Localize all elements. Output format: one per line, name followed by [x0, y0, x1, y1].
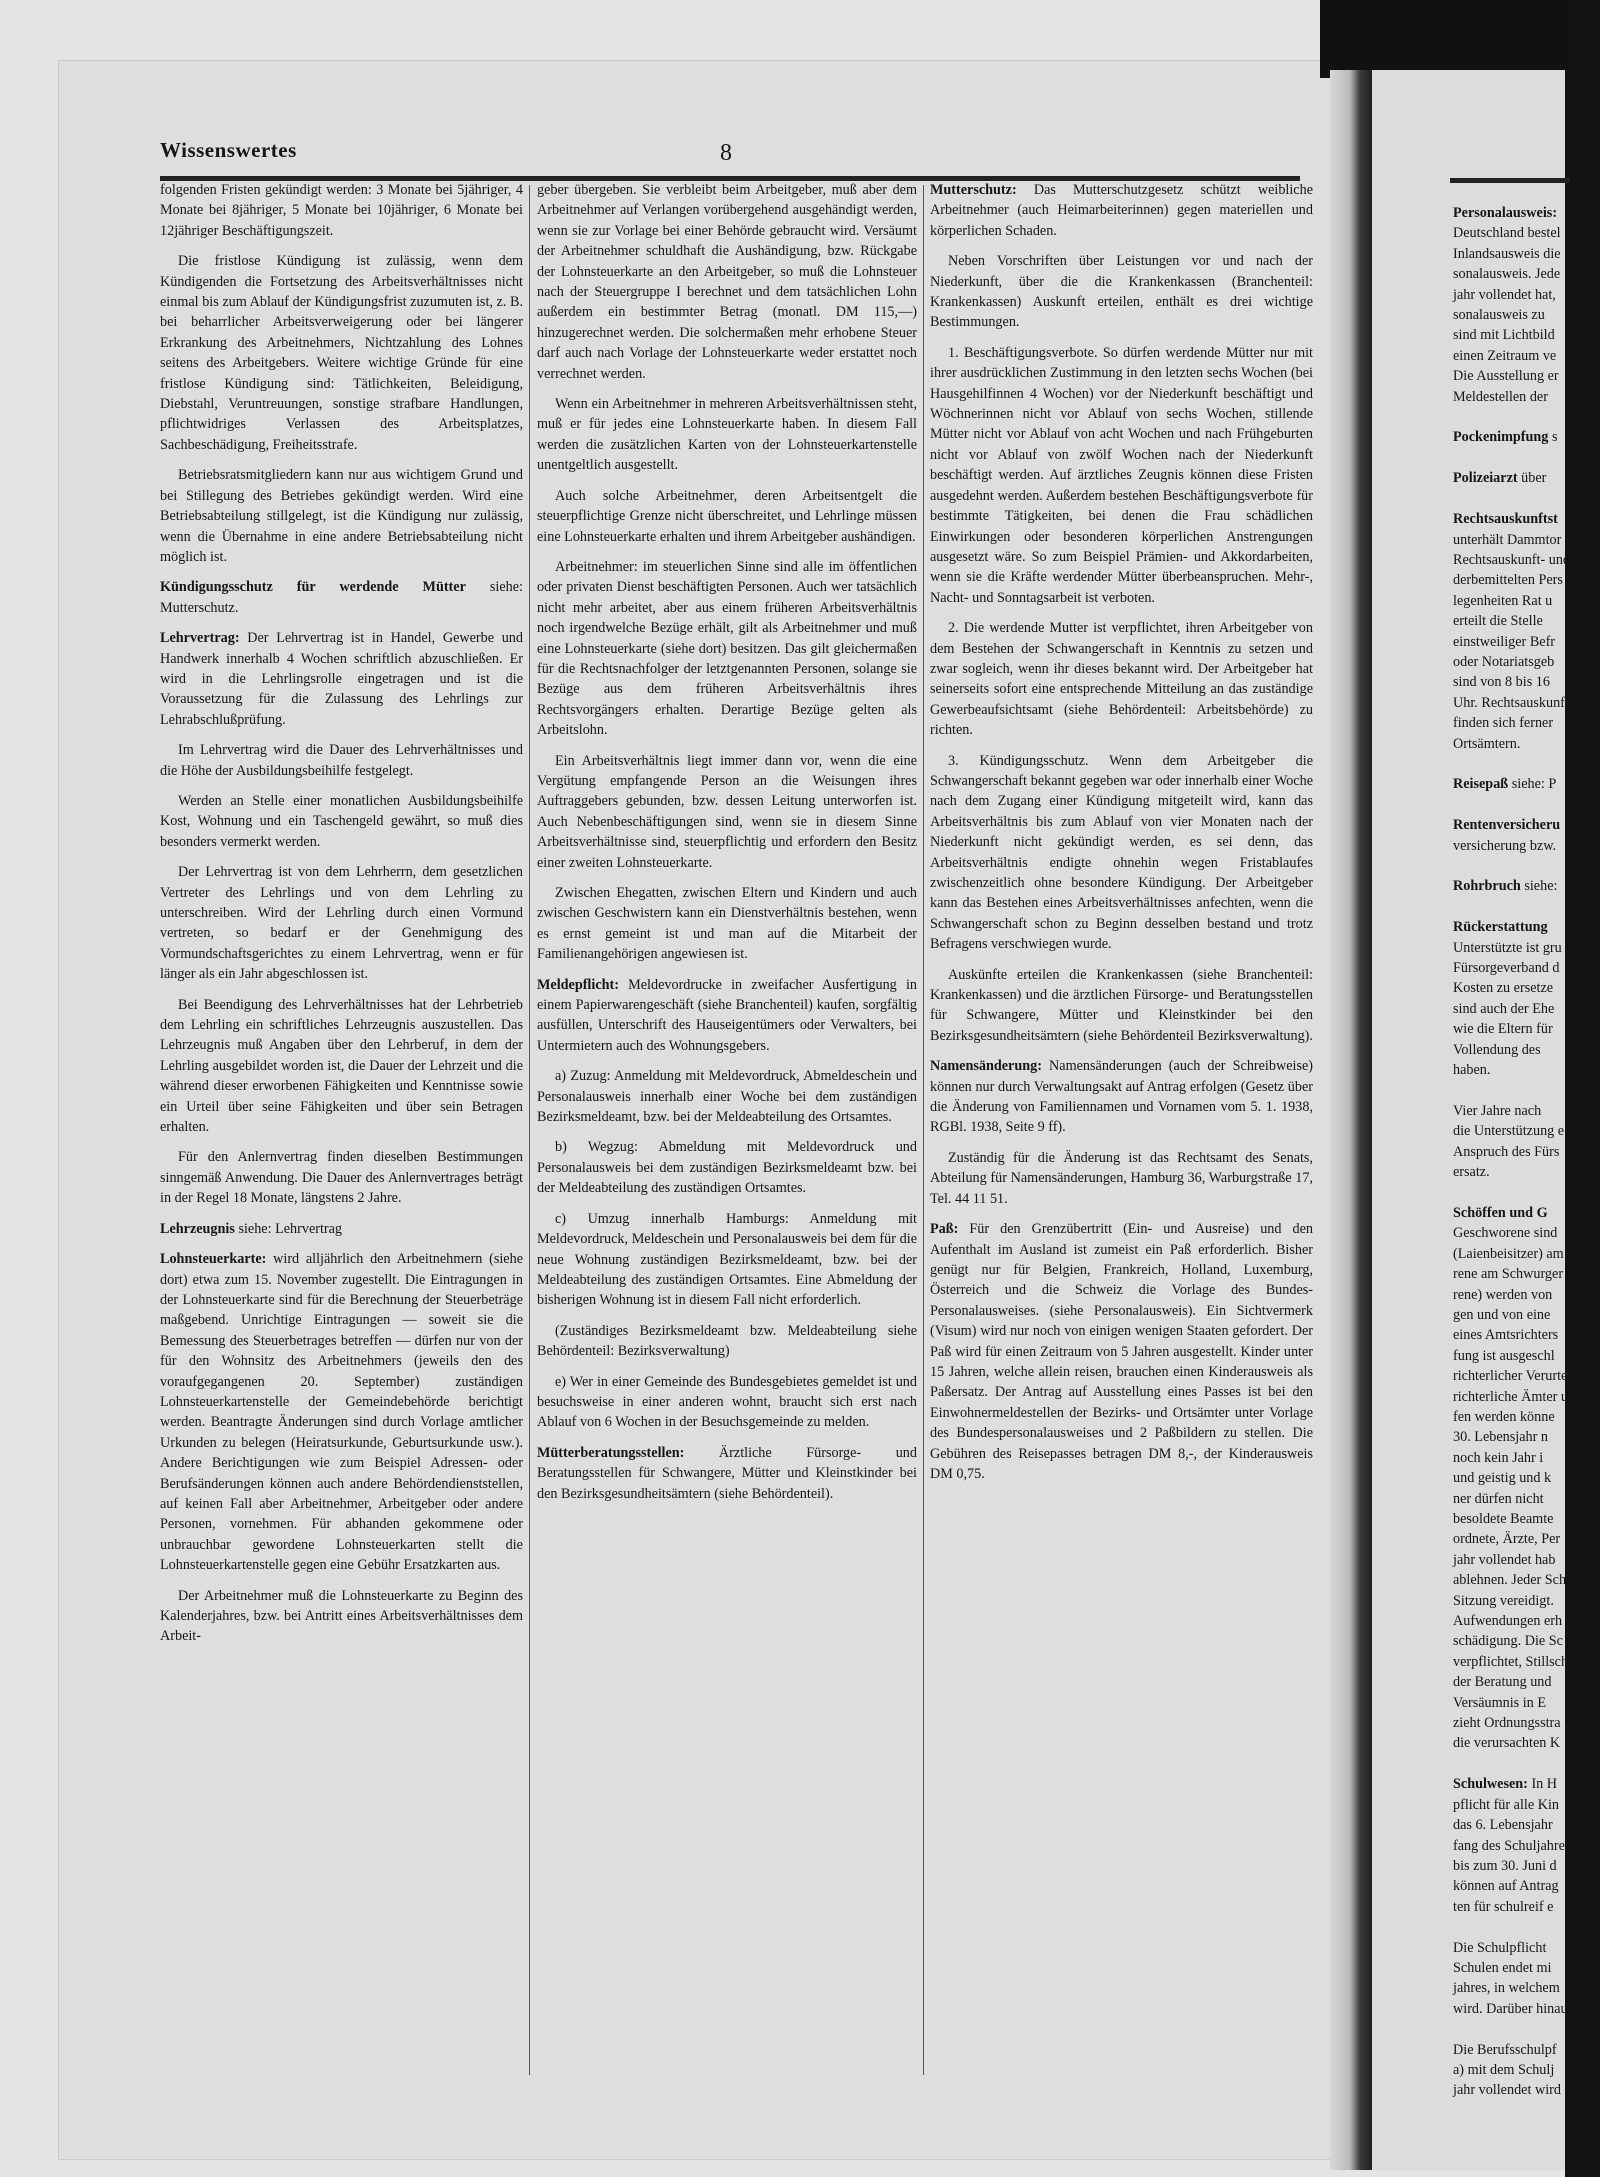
paragraph: [1453, 1733, 1600, 1753]
paragraph: [1453, 387, 1600, 407]
paragraph: [1453, 1285, 1600, 1305]
paragraph-text: Der Arbeitnehmer muß die Lohnsteuerkarte zu Beginn des Kalenderjahres, bzw. bei Antritt eines Arbeitsverhältnisses dem Arbeit-: [160, 1587, 523, 1645]
keyword: Pockenimpfung: [1453, 429, 1549, 446]
paragraph: [1453, 570, 1600, 590]
paragraph: [1453, 591, 1600, 611]
paragraph-text: Unterstützte ist gru: [1453, 939, 1562, 956]
paragraph-text: Die fristlose Kündigung ist zulässig, wenn dem Kündigenden die Fortsetzung des Arbeitsverhältnisses nicht einmal bis zum Ablauf der Kündigungsfrist zuzumuten ist, z. B. bei beharrlicher Arbeitsverweigerung oder bei längerer Erkrankung des Arbeitnehmers, Nichtzahlung des Lohnes seitens des Arbeitgebers. Weitere wichtige Gründe für eine fristlose Kündigung sind: Tätlichkeiten, Beleidigung, Diebstahl, Veruntreuungen, sonstige strafbare Handlungen, pflichtwidriges Verlassen des Arbeitsplatzes, Sachbeschädigung, Freiheitsstrafe.: [160, 253, 523, 453]
text-column-4: [1453, 203, 1600, 2101]
paragraph: [1453, 203, 1600, 223]
paragraph: [1453, 795, 1600, 815]
paragraph: [1453, 1529, 1600, 1549]
paragraph-text: Die Ausstellung er: [1453, 368, 1559, 385]
paragraph: [160, 995, 523, 1138]
paragraph: [160, 740, 523, 781]
paragraph: [160, 628, 523, 730]
paragraph-text: fang des Schuljahre: [1453, 1837, 1565, 1854]
paragraph-text: und geistig und k: [1453, 1470, 1552, 1487]
paragraph: [1453, 774, 1600, 794]
paragraph-text: versicherung bzw.: [1453, 837, 1557, 854]
text-column-1: [160, 180, 523, 1657]
paragraph-text: zieht Ordnungsstra: [1453, 1715, 1561, 1732]
paragraph: [537, 1137, 917, 1198]
paragraph: [537, 557, 917, 741]
paragraph-text: ordnete, Ärzte, Per: [1453, 1531, 1561, 1548]
paragraph: [1453, 489, 1600, 509]
paragraph-text: a) Zuzug: Anmeldung mit Meldevordruck, Abmeldeschein und Personalausweis innerhalb einer Woche bei dem zuständigen Bezirksmeldeamt, bzw. bei der Meldeabteilung des Ortsamtes.: [537, 1068, 917, 1126]
paragraph-text: Aufwendungen erh: [1453, 1613, 1563, 1630]
paragraph: [1453, 978, 1600, 998]
paragraph-text: jahr vollendet hat,: [1453, 286, 1556, 303]
paragraph-text: noch kein Jahr i: [1453, 1449, 1544, 1466]
paragraph-text: einstweiliger Befr: [1453, 633, 1556, 650]
paragraph: [1453, 876, 1600, 896]
paragraph-text: [1453, 1919, 1457, 1935]
paragraph-text: Anspruch des Fürs: [1453, 1143, 1560, 1160]
paragraph-text: finden sich ferner: [1453, 715, 1554, 732]
paragraph-text: Namensänderungen (auch der Schreibweise) können nur durch Verwaltungsakt auf Antrag erfolgen (Gesetz über die Änderung von Familiennamen und Vornamen vom 5. 1. 1938, RGBl. 1938, Seite 9 ff).: [930, 1058, 1313, 1136]
keyword: Rückerstattung: [1453, 919, 1548, 936]
paragraph: [1453, 632, 1600, 652]
paragraph: [1453, 1407, 1600, 1427]
paragraph-text: einen Zeitraum ve: [1453, 347, 1557, 364]
paragraph: [537, 1443, 917, 1504]
paragraph: [1453, 550, 1600, 570]
paragraph: [1453, 897, 1600, 917]
paragraph-text: [1453, 756, 1457, 772]
paragraph-text: verpflichtet, Stillsch: [1453, 1653, 1569, 1670]
paragraph: [1453, 1611, 1600, 1631]
paragraph-text: jahres, in welchem: [1453, 1980, 1560, 1997]
paragraph: [1453, 611, 1600, 631]
paragraph: [1453, 2019, 1600, 2039]
paragraph: [1453, 325, 1600, 345]
paragraph-text: [1453, 2021, 1457, 2037]
paragraph-text: [1453, 1185, 1457, 1201]
paragraph-text: Meldevordrucke in zweifacher Ausfertigung in einem Papierwarengeschäft (siehe Branchenteil) kaufen, sorgfältig ausfüllen, Unterschrift des Hauseigentümers oder Verwalters, bei Untermietern auch des Wohnungsgebers.: [537, 976, 917, 1054]
paragraph: [537, 486, 917, 547]
paragraph: [160, 180, 523, 241]
paragraph: [1453, 1774, 1600, 1794]
paragraph: [537, 180, 917, 384]
paragraph: [930, 751, 1313, 955]
column-divider: [923, 185, 924, 2075]
paragraph-text: wird alljährlich den Arbeitnehmern (siehe dort) etwa zum 15. November zugestellt. Die Eintragungen in der Lohnsteuerkarte sind für die Berechnung der Steuerbeträge maßgebend. Unrichtige Eintragungen — soweit sie die Bemessung des Steuerbetrages betreffen — dürfen nur von der für den Wohnsitz des Arbeitnehmers (jeweils den des voraufgegangenen 20. September) zuständigen Lohnsteuerkartenstelle der Gemeindebehörde berichtigt werden. Beantragte Änderungen sind durch Vorlage amtlicher Urkunden zu belegen (Heiratsurkunde, Geburtsurkunde usw.). Andere Berichtigungen wie zum Beispiel Adressen- oder Berufsänderungen können auch andere Behördendienststellen, auf keinen Fall aber Arbeitnehmer, Arbeitgeber oder andere Personen, vornehmen. Für abhanden gekommene oder unbrauchbar gewordene Lohnsteuerkarten stellt die Lohnsteuerkartenstelle gegen eine Gebühr Ersatzkarten aus.: [160, 1251, 523, 1574]
paragraph: [1453, 1468, 1600, 1488]
paragraph: [160, 791, 523, 852]
paragraph-text: derbemittelten Pers: [1453, 572, 1563, 589]
paragraph: [1453, 1019, 1600, 1039]
paragraph-text: Zwischen Ehegatten, zwischen Eltern und Kindern und auch zwischen Geschwistern kann ein Dienstverhältnis bestehen, wenn es ernst gemeint ist und man auf die Mitarbeit der Familienangehörigen angewiesen ist.: [537, 885, 917, 963]
paragraph-text: ten für schulreif e: [1453, 1898, 1554, 1915]
paragraph-text: ersatz.: [1453, 1164, 1490, 1181]
paragraph-text: oder Notariatsgeb: [1453, 653, 1555, 670]
paragraph-text: folgenden Fristen gekündigt werden: 3 Monate bei 5jähriger, 4 Monate bei 8jähriger, 5 Monate bei 10jähriger, 6 Monate bei 12jähriger Beschäftigungszeit.: [160, 182, 523, 239]
text-column-3: [930, 180, 1313, 1494]
paragraph: [1453, 1652, 1600, 1672]
paragraph-text: fung ist ausgeschl: [1453, 1347, 1555, 1364]
paragraph: [1453, 1244, 1600, 1264]
paragraph: [1453, 836, 1600, 856]
paragraph-text: siehe:: [1520, 878, 1558, 895]
paragraph: [537, 975, 917, 1057]
keyword: Meldepflicht:: [537, 976, 619, 993]
paragraph: [1453, 1346, 1600, 1366]
paragraph-text: Der Lehrvertrag ist von dem Lehrherrn, dem gesetzlichen Vertreter des Lehrlings und von dem Lehrling zu unterschreiben. Wird der Lehrling durch einen Vormund vertreten, so bedarf er der Genehmigung des Vormundschaftsgerichtes zu einem Lehrvertrag, wenn er für länger als ein Jahr abgeschlossen ist.: [160, 864, 523, 983]
paragraph-text: Sitzung vereidigt.: [1453, 1592, 1554, 1609]
paragraph-text: Inlandsausweis die: [1453, 245, 1561, 262]
keyword: Personalausweis:: [1453, 205, 1558, 221]
page-number: 8: [720, 140, 732, 166]
paragraph-text: [1453, 797, 1457, 813]
paragraph-text: über: [1517, 470, 1547, 487]
paragraph-text: [1453, 450, 1457, 466]
paragraph: [1453, 1509, 1600, 1529]
paragraph-text: Zuständig für die Änderung ist das Rechtsamt des Senats, Abteilung für Namensänderungen, Hamburg 36, Warburgstraße 17, Tel. 44 11 51.: [930, 1149, 1313, 1207]
paragraph: [1453, 1121, 1600, 1141]
paragraph-text: Vier Jahre nach: [1453, 1102, 1542, 1119]
paragraph: [1453, 713, 1600, 733]
paragraph-text: 1. Beschäftigungsverbote. So dürfen werdende Mütter nur mit ihrer ausdrücklichen Zustimmung in den letzten sechs Wochen (bei Hausgehilfinnen 4 Wochen) vor der Niederkunft beschäftigt und Wöchnerinnen nicht vor Ablauf von sechs Wochen, stillende Mütter nicht vor Ablauf von acht Wochen und nach Frühgeburten nicht vor Ablauf von zwölf Wochen nach der Niederkunft beschäftigt werden. Auf ärztliches Zeugnis können diese Fristen ausgedehnt werden. Außerdem bestehen Beschäftigungsverbote für bestimmte Tätigkeiten, bei denen die Frau schädlichen Einwirkungen oder besonderen körperlichen Anstrengungen ausgesetzt wäre. So zum Beispiel Prämien- und Akkordarbeiten, wenn sie die Kräfte werdender Mütter überbeanspruchen. Mehr-, Nacht- und Sonntagsarbeit ist verboten.: [930, 344, 1313, 606]
paragraph-text: Für den Grenzübertritt (Ein- und Ausreise) und den Aufenthalt im Ausland ist zumeist ein Paß erforderlich. Bisher genügt nur für Belgien, Frankreich, Holland, Luxemburg, Österreich und die Schweiz die Vorlage des Bundes-Personalausweises. (siehe Personalausweis). Ein Sichtvermerk (Visum) wird nur noch von einigen wenigen Staaten gefordert. Der Paß wird für einen Zeitraum von 5 Jahren ausgestellt. Kinder unter 15 Jahren, welche allein reisen, brauchen einen Kinderausweis als Paßersatz. Der Antrag auf Ausstellung eines Passes ist bei den Einwohnermeldestellen der Bezirks- und Ortsämter unter Vorlage des Bundespersonalausweises und 2 Paßbildern zu stellen. Die Gebühren des Reisepasses betragen DM 8,-, der Kinderausweis DM 0,75.: [930, 1221, 1313, 1482]
paragraph-text: haben.: [1453, 1062, 1491, 1079]
paragraph-text: 3. Kündigungsschutz. Wenn dem Arbeitgeber die Schwangerschaft bekannt gegeben war oder innerhalb einer Woche nach dem Zugang einer Kündigung mitgeteilt wird, kann das Arbeitsverhältnis bis zum Ablauf von vier Monaten nach der Niederkunft nicht gekündigt werden, es sei denn, das Arbeitsverhältnis endigte ohnehin wegen Fristablaufes zwischenzeitlich ohne besondere Kündigung. Der Arbeitgeber kann das Bestehen eines Arbeitsverhältnisses anfechten, wenn die Schwangerschaft schon zu Beginn desselben bestand und trotz Befragens verschwiegen wurde.: [930, 752, 1313, 953]
paragraph: [1453, 938, 1600, 958]
paragraph: [1453, 1795, 1600, 1815]
keyword: Schulwesen:: [1453, 1776, 1528, 1793]
paragraph: [930, 1056, 1313, 1138]
paragraph-text: sonalausweis zu: [1453, 307, 1545, 324]
paragraph: [1453, 1448, 1600, 1468]
paragraph: [1453, 2040, 1600, 2060]
keyword: Rentenversicheru: [1453, 817, 1561, 834]
paragraph: [1453, 1672, 1600, 1692]
paragraph: [1453, 285, 1600, 305]
keyword: Namensänderung:: [930, 1058, 1042, 1075]
paragraph-text: die verursachten K: [1453, 1735, 1561, 1752]
paragraph: [1453, 448, 1600, 468]
paragraph: [1453, 1305, 1600, 1325]
paragraph-text: [1453, 858, 1457, 874]
paragraph-text: Das Mutterschutzgesetz schützt weibliche Arbeitnehmer (auch Heimarbeiterinnen) gegen materiellen und körperlichen Schaden.: [930, 182, 1313, 239]
paragraph: [537, 883, 917, 965]
paragraph: [1453, 1101, 1600, 1121]
paragraph: [1453, 1142, 1600, 1162]
paragraph: [1453, 2080, 1600, 2100]
paragraph: [1453, 1938, 1600, 1958]
paragraph-text: sind mit Lichtbild: [1453, 327, 1555, 344]
paragraph-text: jahr vollendet hab: [1453, 1551, 1556, 1568]
paragraph-text: sonalausweis. Jede: [1453, 266, 1561, 283]
paragraph-text: siehe: Lehrvertrag: [234, 1220, 343, 1237]
paragraph: [930, 1219, 1313, 1484]
paragraph-text: Schulen endet mi: [1453, 1959, 1552, 1976]
paragraph: [1453, 815, 1600, 835]
paragraph-text: Kosten zu ersetze: [1453, 980, 1554, 997]
paragraph-text: Werden an Stelle einer monatlichen Ausbildungsbeihilfe Kost, Wohnung und ein Taschengeld gewährt, so muß dies besonders vermerkt werden.: [160, 792, 523, 850]
paragraph: [1453, 1917, 1600, 1937]
paragraph-text: [1453, 1082, 1457, 1098]
paragraph: [1453, 1264, 1600, 1284]
paragraph-text: Ärztliche Fürsorge- und Beratungsstellen für Schwangere, Mütter und Kleinstkinder bei den Bezirksgesundheitsämtern (siehe Behördenteil).: [537, 1444, 917, 1502]
paragraph-text: Deutschland bestel: [1453, 225, 1561, 242]
scan-border-top: [1320, 0, 1600, 78]
keyword: Reisepaß: [1453, 776, 1509, 793]
paragraph: [930, 965, 1313, 1047]
paragraph-text: Die Schulpflicht: [1453, 1939, 1547, 1956]
paragraph-text: richterlicher Verurte: [1453, 1368, 1568, 1385]
paragraph-text: Betriebsratsmitgliedern kann nur aus wichtigem Grund und bei Stillegung des Betriebes gekündigt werden. Wird eine Betriebsabteilung stillgelegt, ist die Kündigung nur zulässig, wenn die Übernahme in eine andere Betriebsabteilung nicht möglich ist.: [160, 467, 523, 565]
paragraph-text: sind von 8 bis 16: [1453, 674, 1550, 691]
paragraph: [537, 1372, 917, 1433]
paragraph-text: Auch solche Arbeitnehmer, deren Arbeitsentgelt die steuerpflichtige Grenze nicht überschreitet, und Lehrlinge müssen eine Lohnsteuerkarte erhalten und ihrem Arbeitgeber aushändigen.: [537, 487, 917, 545]
paragraph-text: 2. Die werdende Mutter ist verpflichtet, ihren Arbeitgeber von dem Bestehen der Schwangerschaft in Kenntnis zu setzen und zwar sogleich, wenn ihr dieses bekannt wird. Der Arbeitgeber hat seinerseits sofort eine entsprechende Mitteilung an das zuständige Gewerbeaufsichtsamt (siehe Behördenteil: Arbeitsbehörde) zu richten.: [930, 620, 1313, 739]
paragraph-text: jahr vollendet wird: [1453, 2082, 1561, 2099]
paragraph: [1453, 1897, 1600, 1917]
paragraph-text: 30. Lebensjahr n: [1453, 1429, 1548, 1446]
paragraph: [1453, 693, 1600, 713]
paragraph: [1453, 244, 1600, 264]
keyword: Kündigungsschutz für werdende Mütter: [160, 579, 466, 596]
paragraph-text: die Unterstützung e: [1453, 1123, 1565, 1140]
paragraph-text: wird. Darüber hinau: [1453, 2000, 1568, 2017]
paragraph: [1453, 264, 1600, 284]
paragraph: [1453, 1591, 1600, 1611]
paragraph-text: Arbeitnehmer: im steuerlichen Sinne sind alle im öffentlichen oder privaten Dienst beschäftigten Personen. Auch wer tatsächlich nicht mehr arbeitet, aber aus einem früheren Arbeitsverhältnis noch irgendwelche Bezüge erhält, gilt als Arbeitnehmer und muß eine Lohnsteuerkarte (siehe dort) besitzen. Das gilt gleichermaßen für die Rechtsnachfolger der letztgenannten Personen, solange sie Bezüge aus dem früheren Arbeitsverhältnis ihres Rechtsvorgängers erhalten. Derartige Bezüge gelten als Arbeitslohn.: [537, 558, 917, 739]
paragraph-text: Ein Arbeitsverhältnis liegt immer dann vor, wenn die eine Vergütung empfangende Person an die Weisungen ihres Auftraggebers gebunden, bzw. dessen Leitung unterworfen ist. Auch Nebenbeschäftigungen sind, wenn sie in diesem Sinne Arbeitsverhältnisse sind, steuerpflichtig und erfordern den Besitz einer zweiten Lohnsteuerkarte.: [537, 752, 917, 871]
paragraph: [1453, 1325, 1600, 1345]
section-title: Wissenswertes: [160, 138, 297, 162]
paragraph-text: das 6. Lebensjahr: [1453, 1817, 1553, 1834]
paragraph: [930, 343, 1313, 608]
paragraph: [537, 1321, 917, 1362]
paragraph: [160, 251, 523, 455]
paragraph-text: eines Amtsrichters: [1453, 1327, 1559, 1344]
paragraph: [160, 465, 523, 567]
paragraph: [1453, 1631, 1600, 1651]
keyword: Lehrvertrag:: [160, 630, 240, 647]
paragraph-text: erteilt die Stelle: [1453, 613, 1543, 630]
header-rule-right: [1450, 178, 1570, 183]
paragraph-text: richterliche Ämter unfäh: [1453, 1388, 1594, 1405]
keyword: Lohnsteuerkarte:: [160, 1251, 267, 1268]
paragraph: [1453, 1162, 1600, 1182]
paragraph: [1453, 509, 1600, 529]
paragraph-text: unterhält Dammtor: [1453, 531, 1562, 548]
paragraph: [1453, 1856, 1600, 1876]
paragraph-text: legenheiten Rat u: [1453, 592, 1553, 609]
paragraph-text: wie die Eltern für: [1453, 1021, 1553, 1038]
paragraph-text: Auskünfte erteilen die Krankenkassen (siehe Branchenteil: Krankenkassen) und die ärztlichen Fürsorge- und Beratungsstellen für Schwangere, Mütter und Kleinstkinder bei den Bezirksgesundheitsämtern (siehe Behördenteil Bezirksverwaltung).: [930, 966, 1313, 1044]
paragraph: [1453, 1489, 1600, 1509]
paragraph: [1453, 1060, 1600, 1080]
paragraph-text: Geschworene sind: [1453, 1225, 1558, 1242]
paragraph-text: rene) werden von: [1453, 1286, 1553, 1303]
paragraph: [1453, 999, 1600, 1019]
paragraph: [1453, 1958, 1600, 1978]
paragraph-text: Ortsämtern.: [1453, 735, 1521, 752]
paragraph: [930, 180, 1313, 241]
paragraph-text: Versäumnis in E: [1453, 1694, 1546, 1711]
paragraph-text: siehe: P: [1508, 776, 1557, 793]
paragraph-text: (Zuständiges Bezirksmeldeamt bzw. Meldeabteilung siehe Behördenteil: Bezirksverwaltung): [537, 1322, 917, 1360]
paragraph: [537, 1066, 917, 1127]
paragraph-text: pflicht für alle Kin: [1453, 1796, 1559, 1813]
paragraph-text: Der Lehrvertrag ist in Handel, Gewerbe und Handwerk innerhalb 4 Wochen schriftlich abzuschließen. Er wird in die Lehrlingsrolle eingetragen und ist die Voraussetzung für die Zulassung des Lehrlings zur Lehrabschlußprüfung.: [160, 630, 523, 728]
paragraph: [160, 577, 523, 618]
paragraph: [1453, 1080, 1600, 1100]
paragraph-text: bis zum 30. Juni d: [1453, 1857, 1557, 1874]
paragraph-text: In H: [1527, 1776, 1558, 1793]
paragraph: [537, 751, 917, 873]
paragraph-text: Meldestellen der: [1453, 388, 1548, 405]
paragraph: [160, 1147, 523, 1208]
paragraph: [1453, 1713, 1600, 1733]
paragraph: [1453, 346, 1600, 366]
paragraph: [1453, 1387, 1600, 1407]
paragraph: [1453, 1570, 1600, 1590]
paragraph-text: gen und von eine: [1453, 1306, 1551, 1323]
paragraph-text: Im Lehrvertrag wird die Dauer des Lehrverhältnisses und die Höhe der Ausbildungsbeihilfe festgelegt.: [160, 742, 523, 779]
paragraph: [1453, 1223, 1600, 1243]
paragraph-text: rene am Schwurger: [1453, 1266, 1564, 1283]
paragraph: [1453, 2060, 1600, 2080]
paragraph-text: (Laienbeisitzer) am: [1453, 1245, 1564, 1262]
paragraph: [1453, 1366, 1600, 1386]
paragraph-text: e) Wer in einer Gemeinde des Bundesgebietes gemeldet ist und besuchsweise in einer anderen wohnt, braucht sich erst nach Ablauf von 6 Wochen in der Besuchsgemeinde zu melden.: [537, 1373, 917, 1431]
paragraph: [1453, 407, 1600, 427]
paragraph: [1453, 1427, 1600, 1447]
paragraph: [1453, 917, 1600, 937]
paragraph-text: Vollendung des: [1453, 1041, 1541, 1058]
paragraph: [1453, 1978, 1600, 1998]
keyword: Rohrbruch: [1453, 878, 1521, 895]
paragraph-text: a) mit dem Schulj: [1453, 2061, 1555, 2078]
paragraph: [1453, 1876, 1600, 1896]
paragraph: [930, 251, 1313, 333]
paragraph: [1453, 366, 1600, 386]
paragraph: [1453, 1693, 1600, 1713]
paragraph: [930, 618, 1313, 740]
paragraph: [1453, 734, 1600, 754]
paragraph: [1453, 1836, 1600, 1856]
paragraph-text: Wenn ein Arbeitnehmer in mehreren Arbeitsverhältnissen steht, muß er für jedes eine Lohnsteuerkarte haben. In diesem Fall werden die zusätzlichen Karten von der Lohnsteuerkartenstelle unentgeltlich ausgestellt.: [537, 396, 917, 474]
paragraph: [1453, 754, 1600, 774]
paragraph: [1453, 1203, 1600, 1223]
keyword: Mutterschutz:: [930, 182, 1017, 198]
paragraph: [1453, 1815, 1600, 1835]
keyword: Polizeiarzt: [1453, 470, 1518, 487]
paragraph: [930, 1148, 1313, 1209]
paragraph: [537, 1209, 917, 1311]
paragraph: [1453, 1040, 1600, 1060]
paragraph: [1453, 672, 1600, 692]
paragraph: [160, 1219, 523, 1239]
paragraph-text: Rechtsauskunft- und: [1453, 551, 1571, 568]
paragraph-text: Für den Anlernvertrag finden dieselben Bestimmungen sinngemäß Anwendung. Die Dauer des Anlernvertrages beträgt in der Regel 18 Monate, längstens 2 Jahre.: [160, 1149, 523, 1207]
column-divider: [529, 185, 530, 2075]
paragraph: [1453, 223, 1600, 243]
paragraph: [160, 1249, 523, 1576]
paragraph: [1453, 1550, 1600, 1570]
paragraph-text: siehe: Mutterschutz.: [160, 579, 523, 616]
paragraph-text: können auf Antrag: [1453, 1878, 1559, 1895]
keyword: Lehrzeugnis: [160, 1220, 235, 1237]
keyword: Paß:: [930, 1221, 959, 1238]
keyword: Schöffen und G: [1453, 1204, 1548, 1221]
paragraph-text: [1453, 491, 1457, 507]
paragraph-text: ablehnen. Jeder Sch: [1453, 1572, 1567, 1589]
paragraph-text: Bei Beendigung des Lehrverhältnisses hat der Lehrbetrieb dem Lehrling ein schriftliches Lehrzeugnis auszustellen. Das Lehrzeugnis muß Angaben über den Lehrberuf, in dem der Lehrling ausgebildet worden ist, die Dauer der Lehrzeit und die während dieser erworbenen Fähigkeiten und Kenntnisse sowie ein Urteil über seine Fähigkeiten und über sein Betragen erhalten.: [160, 996, 523, 1136]
paragraph: [160, 862, 523, 984]
paragraph-text: Die Berufsschulpf: [1453, 2041, 1557, 2058]
paragraph-text: s: [1548, 429, 1558, 446]
paragraph-text: fen werden könne: [1453, 1408, 1555, 1425]
text-column-2: [537, 180, 917, 1514]
paragraph: [1453, 530, 1600, 550]
paragraph: [1453, 468, 1600, 488]
paragraph-text: c) Umzug innerhalb Hamburgs: Anmeldung mit Meldevordruck, Meldeschein und Personalausweis bei dem für die neue Wohnung zuständigen Bezirksmeldeamt, bzw. bei der Meldeabteilung des zuständigen Ortsamtes. Eine Abmeldung der bisherigen Wohnung ist in diesem Fall nicht erforderlich.: [537, 1210, 917, 1309]
paragraph: [1453, 856, 1600, 876]
keyword: Rechtsauskunftst: [1453, 511, 1558, 528]
paragraph-text: sind auch der Ehe: [1453, 1000, 1555, 1017]
paragraph: [1453, 305, 1600, 325]
paragraph-text: besoldete Beamte: [1453, 1511, 1554, 1527]
paragraph-text: b) Wegzug: Abmeldung mit Meldevordruck und Personalausweis bei dem zuständigen Bezirksmeldeamt bzw. bei der Meldeabteilung des zuständigen Ortsamtes.: [537, 1139, 917, 1197]
paragraph-text: [1453, 899, 1457, 915]
paragraph-text: geber übergeben. Sie verbleibt beim Arbeitgeber, muß aber dem Arbeitnehmer auf Verlangen vorübergehend ausgehändigt werden, wenn sie zur Vorlage bei einer Behörde gebraucht wird. Versäumt der Arbeitnehmer schuldhaft die Aushändigung, bzw. Rückgabe der Lohnsteuerkarte an den Arbeitgeber, so muß die Lohnsteuer nach der Steuergruppe I berechnet und dem tatsächlichen Lohn außerdem ein bestimmter Betrag (monatl. DM 115,—) hinzugerechnet werden. Die solchermaßen mehr erhobene Steuer darf auch nach Vorlage der Lohnsteuerkarte weder erstattet noch verrechnet werden.: [537, 182, 917, 382]
paragraph: [1453, 652, 1600, 672]
paragraph: [1453, 1754, 1600, 1774]
paragraph: [1453, 1183, 1600, 1203]
paragraph-text: Neben Vorschriften über Leistungen vor und nach der Niederkunft, über die die Krankenkassen (Branchenteil: Krankenkassen) Auskunft erteilen, enthält es drei wichtige Bestimmungen.: [930, 253, 1313, 331]
paragraph-text: Fürsorgeverband d: [1453, 960, 1560, 977]
paragraph: [160, 1586, 523, 1647]
keyword: Mütterberatungsstellen:: [537, 1444, 685, 1461]
paragraph-text: schädigung. Die Sc: [1453, 1633, 1563, 1650]
paragraph-text: [1453, 1756, 1457, 1772]
paragraph-text: der Beratung und: [1453, 1674, 1552, 1691]
paragraph: [1453, 427, 1600, 447]
paragraph: [1453, 1999, 1600, 2019]
paragraph-text: Uhr. Rechtsauskunf: [1453, 694, 1565, 711]
paragraph: [537, 394, 917, 476]
paragraph: [1453, 958, 1600, 978]
paragraph-text: ner dürfen nicht: [1453, 1490, 1544, 1507]
paragraph-text: [1453, 409, 1457, 425]
